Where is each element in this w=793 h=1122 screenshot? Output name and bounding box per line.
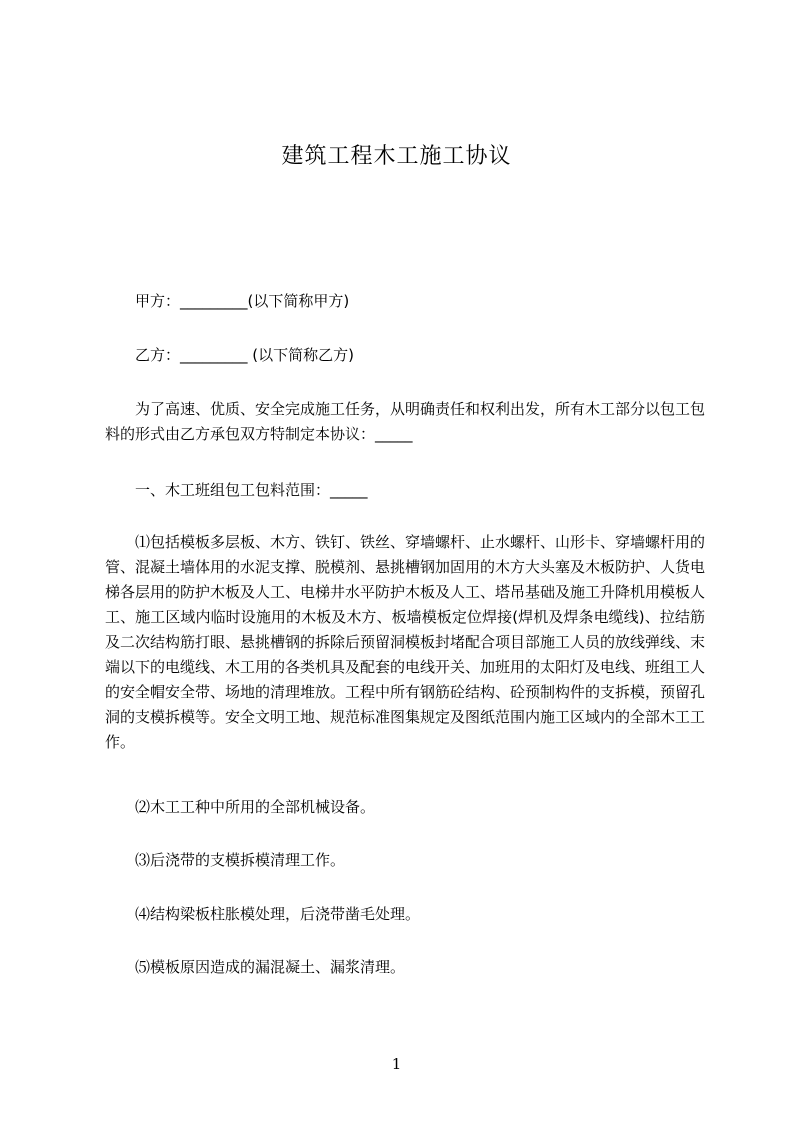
scope-item-5: ⑸模板原因造成的漏混凝土、漏浆清理。 (135, 958, 406, 976)
party-a-line: 甲方：_________(以下简称甲方) (135, 292, 350, 310)
scope-item-3: ⑶后浇带的支模拆模清理工作。 (135, 851, 346, 869)
page-number: 1 (391, 1055, 402, 1073)
document-title: 建筑工程木工施工协议 (281, 144, 512, 169)
section-1-heading: 一、木工班组包工包料范围：_____ (135, 481, 368, 499)
party-b-line: 乙方：_________ (以下简称乙方) (135, 346, 354, 364)
scope-item-1: ⑴包括模板多层板、木方、铁钉、铁丝、穿墙螺杆、止水螺杆、山形卡、穿墙螺杆用的管、混凝土墙体用的水泥支撑、脱模剂、悬挑槽钢加固用的木方大头塞及木板防护、人货电梯各层用的防护木板及人工、电梯井水平防护木板及人工、塔吊基础及施工升降机用模板人工、施工区域内临时设施用的木板及木方、板墙模板定位焊接(焊机及焊条电缆线)、拉结筋及二次结构筋打眼、悬挑槽钢的拆除后预留洞模板封堵配合项目部施工人员的放线弹线、末端以下的电缆线、木工用的各类机具及配套的电线开关、加班用的太阳灯及电线、班组工人的安全帽安全带、场地的清理堆放。工程中所有钢筋砼结构、砼预制构件的支拆模，预留孔洞的支模拆模等。安全文明工地、规范标准图集规定及图纸范围内施工区域内的全部木工工作。 (105, 533, 706, 751)
intro-paragraph: 为了高速、优质、安全完成施工任务，从明确责任和权利出发，所有木工部分以包工包料的形式由乙方承包双方特制定本协议：_____ (105, 400, 706, 443)
scope-item-4: ⑷结构梁板柱胀模处理，后浇带凿毛处理。 (135, 905, 421, 923)
scope-item-2: ⑵木工工种中所用的全部机械设备。 (135, 798, 376, 816)
